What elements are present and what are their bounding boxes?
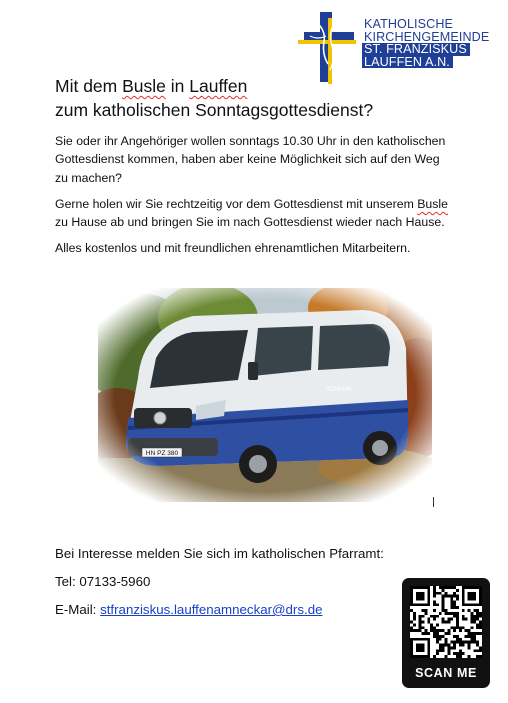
title-word-busle: Busle — [122, 76, 166, 96]
paragraph-line: Gottesdienst kommen, haben aber keine Möglichkeit sich auf den Weg — [55, 152, 440, 167]
qr-code-icon — [410, 586, 482, 658]
bus-photo — [98, 288, 432, 502]
paragraph-line: zu machen? — [55, 170, 122, 185]
paragraph-text: Gerne holen wir Sie rechtzeitig vor dem Gottesdienst mit unserem — [55, 197, 418, 211]
logo-line-3: ST. FRANZISKUS — [362, 43, 470, 56]
paragraph-intro — [55, 132, 475, 187]
contact-intro: Bei Interesse melden Sie sich im katholischen Pfarramt: — [55, 546, 384, 561]
paragraph-line: Sie oder ihr Angehöriger wollen sonntags 10.30 Uhr in den katholischen — [55, 134, 446, 148]
paragraph-line: Alles kostenlos und mit freundlichen ehrenamtlichen Mitarbeitern. — [55, 241, 411, 255]
logo-line-1: KATHOLISCHE — [364, 17, 454, 31]
email-link[interactable]: stfranziskus.lauffenamneckar@drs.de — [100, 602, 323, 617]
paragraph-line: zu Hause ab und bringen Sie im nach Gottesdienst wieder nach Hause. — [55, 215, 445, 230]
logo-line-4: LAUFFEN A.N. — [362, 56, 453, 69]
paragraph-free — [55, 239, 475, 257]
paragraph-word-busle: Busle — [417, 197, 448, 211]
title-text: in — [165, 76, 190, 96]
contact-phone: Tel: 07133-5960 — [55, 574, 151, 589]
email-label: E-Mail: — [55, 602, 101, 617]
paragraph-pickup — [55, 195, 475, 232]
qr-label: SCAN ME — [415, 666, 477, 680]
title-word-lauffen: Lauffen — [189, 76, 248, 96]
title-text: Mit dem — [55, 76, 123, 96]
qr-code-block[interactable] — [402, 578, 490, 688]
contact-email-row — [55, 601, 323, 619]
text-cursor — [433, 497, 434, 507]
page-title — [55, 74, 373, 122]
logo-line-2: KIRCHENGEMEINDE — [364, 29, 490, 44]
title-line-2: zum katholischen Sonntagsgottesdienst? — [55, 100, 374, 120]
